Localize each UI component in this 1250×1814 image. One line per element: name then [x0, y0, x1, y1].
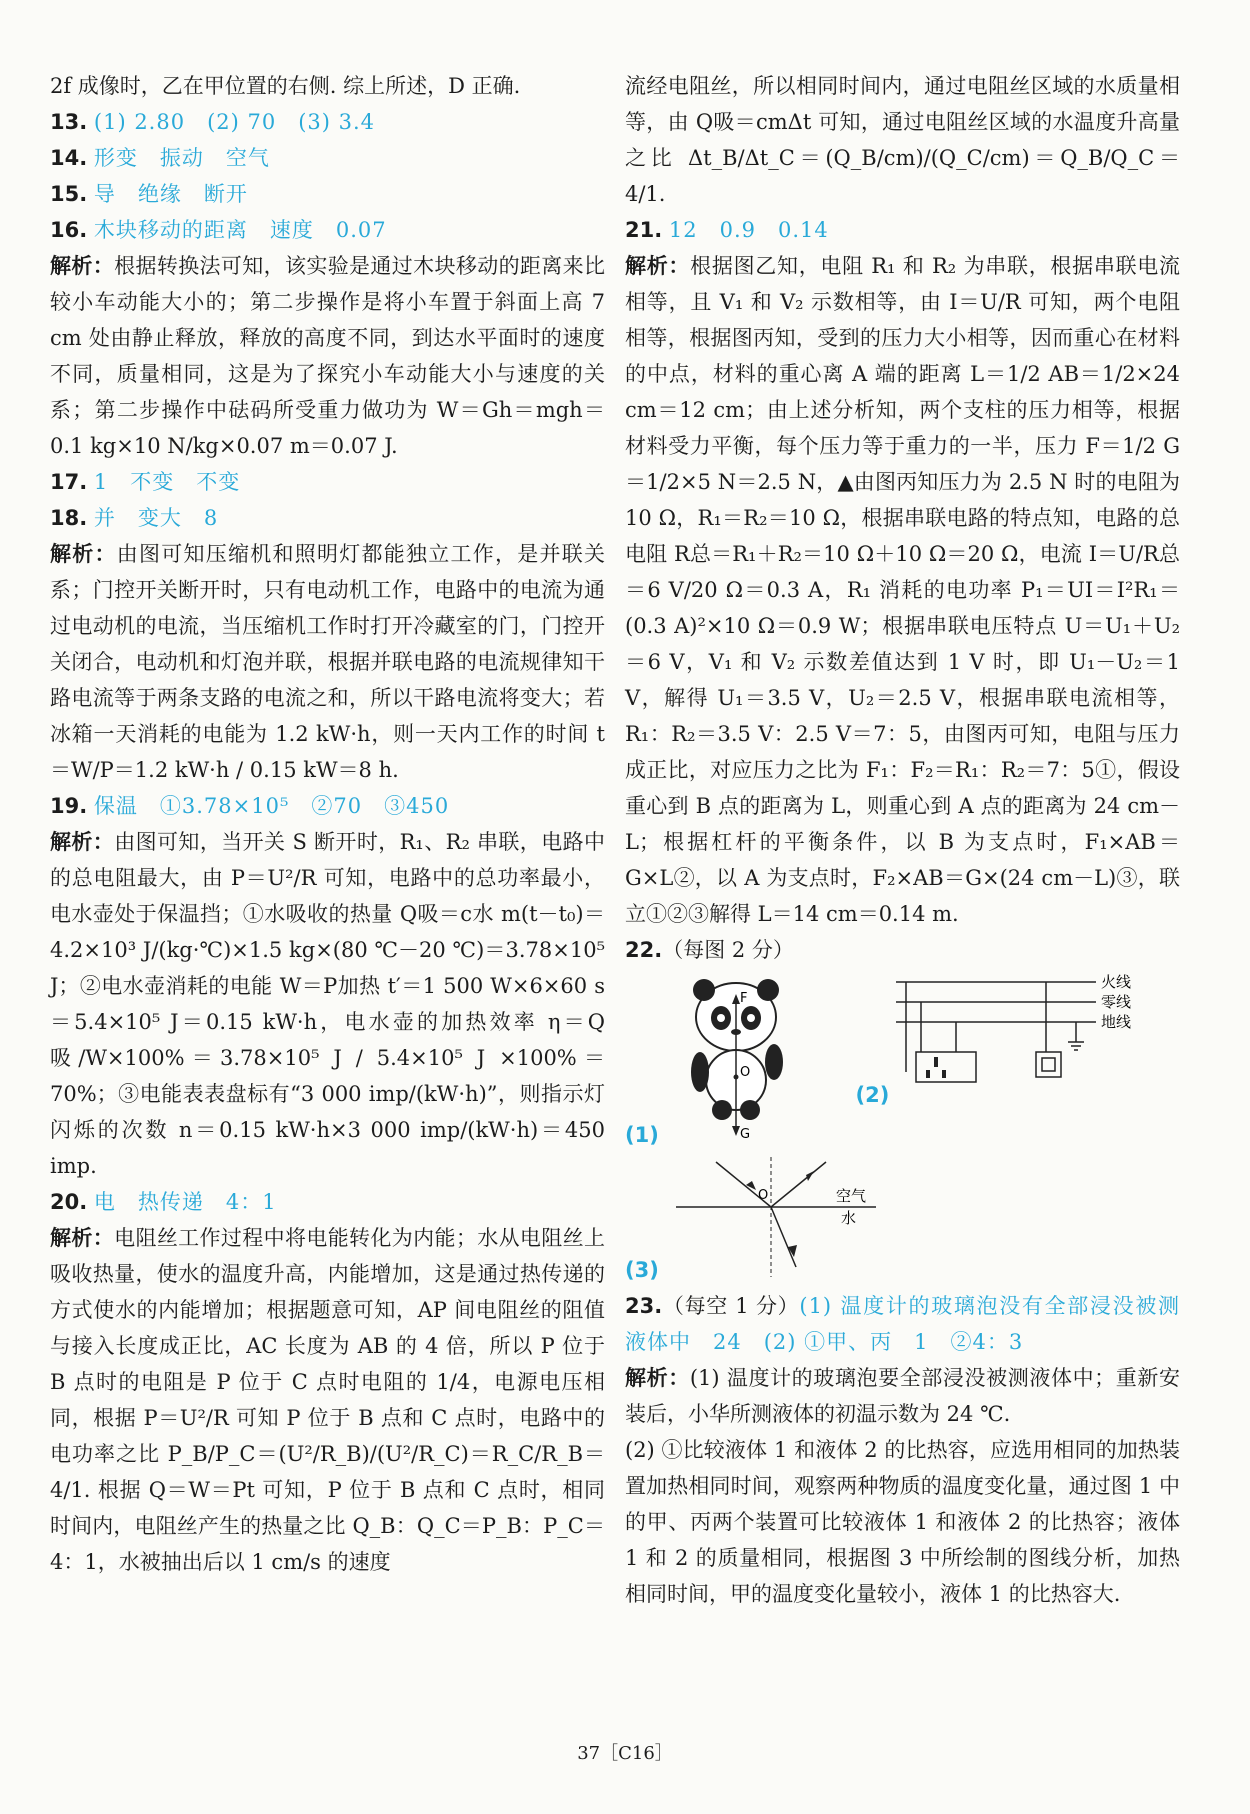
refraction-diagram: [666, 1157, 926, 1277]
question-number: 21.: [625, 218, 663, 242]
question-number: 13.: [50, 110, 88, 134]
neutral-wire-label: 零线: [1101, 993, 1132, 1011]
analysis-text: (1) 温度计的玻璃泡要全部浸没被测液体中；重新安装后，小华所测液体的初温示数为 24 ℃.: [625, 1366, 1181, 1426]
analysis-18: [50, 536, 605, 788]
question-note: （每图 2 分）: [662, 938, 794, 962]
question-16: [50, 212, 605, 248]
center-o-label: O: [739, 1065, 750, 1080]
question-number: 14.: [50, 146, 88, 170]
gravity-g-label: G: [739, 1127, 750, 1142]
answer-19: 保温 ①3.78×10⁵ ②70 ③450: [93, 794, 450, 818]
analysis-16: [50, 248, 605, 464]
figure-3: [625, 1157, 1180, 1288]
live-wire-label: 火线: [1101, 973, 1132, 991]
answer-14: 形变 振动 空气: [93, 146, 270, 170]
question-number: 16.: [50, 218, 88, 242]
question-number: 22.: [625, 938, 663, 962]
analysis-text: 电阻丝工作过程中将电能转化为内能；水从电阻丝上吸收热量，使水的温度升高，内能增加，这是通过热传递的方式使水的内能增加；根据题意可知，AP 间电阻丝的阻值与接入长度成正比，AC 长度为 AB 的 4 倍，所以 P 位于 B 点时的电阻是 P 位于 C 点时电阻的 1/4，电源电压相同，根据 P＝U²/R 可知 P 位于 B 点和 C 点时，电路中的电功率之比 P_B/P_C＝(U²/R_B)/(U²/R_C)＝R_C/R_B＝4/1. 根据 Q＝W＝Pt 可知，P 位于 B 点和 C 点时，相同时间内，电阻丝产生的热量之比 Q_B：Q_C＝P_B：P_C＝4：1，水被抽出后以 1 cm/s 的速度: [50, 1226, 606, 1574]
question-20: [50, 1184, 605, 1220]
question-14: [50, 140, 605, 176]
figure-row-1: [625, 972, 1180, 1153]
analysis-text: 根据转换法可知，该实验是通过木块移动的距离来比较小车动能大小的；第二步操作是将小车置于斜面上高 7 cm 处由静止释放，释放的高度不同，到达水平面时的速度不同，质量相同，这是为了探究小车动能大小与速度的关系；第二步操作中砝码所受重力做功为 W＝Gh＝mgh＝0.1 kg×10 N/kg×0.07 m＝0.07 J.: [50, 254, 606, 458]
analysis-label: 解析：: [50, 1226, 115, 1250]
analysis-23-part1: [625, 1360, 1180, 1432]
analysis-text: 由图可知，当开关 S 断开时，R₁、R₂ 串联，电路中的总电阻最大，由 P＝U²/R 可知，电路中的总功率最小，电水壶处于保温挡；①水吸收的热量 Q吸＝c水 m(t－t₀)＝4.2×10³ J/(kg·℃)×1.5 kg×(80 ℃－20 ℃)＝3.78×10⁵ J；②电水壶消耗的电能 W＝P加热 t′＝1 500 W×6×60 s＝5.4×10⁵ J＝0.15 kW·h，电水壶的加热效率 η＝Q吸/W×100%＝3.78×10⁵ J / 5.4×10⁵ J ×100%＝70%；③电能表表盘标有“3 000 imp/(kW·h)”，则指示灯闪烁的次数 n＝0.15 kW·h×3 000 imp/(kW·h)＝450 imp.: [50, 830, 605, 1178]
question-18: [50, 500, 605, 536]
question-13: [50, 104, 605, 140]
analysis-19: [50, 824, 605, 1184]
question-note: （每空 1 分）: [662, 1294, 800, 1318]
page-number: 37［C16］: [577, 1743, 673, 1764]
question-number: 23.: [625, 1294, 663, 1318]
incidence-point-label: O: [757, 1188, 768, 1203]
figure-label: (1): [625, 1123, 659, 1147]
analysis-label: 解析：: [50, 254, 115, 278]
answer-16: 木块移动的距离 速度 0.07: [93, 218, 387, 242]
question-23: [625, 1288, 1180, 1360]
answer-18: 并 变大 8: [93, 506, 219, 530]
figure-label: (2): [855, 1083, 890, 1107]
answer-20: 电 热传递 4：1: [93, 1190, 277, 1214]
paragraph-continued: 流经电阻丝，所以相同时间内，通过电阻丝区域的水质量相等，由 Q吸＝cmΔt 可知，通过电阻丝区域的水温度升高量之比 Δt_B/Δt_C＝(Q_B/cm)/(Q_C/cm)＝Q_B/Q_C＝4/1.: [625, 74, 1180, 206]
ground-wire-label: 地线: [1101, 1013, 1132, 1031]
figure-label: (3): [625, 1258, 659, 1282]
force-f-label: F: [739, 991, 747, 1006]
analysis-23-part2: (2) ①比较液体 1 和液体 2 的比热容，应选用相同的加热装置加热相同时间，观察两种物质的温度变化量，通过图 1 中的甲、丙两个装置可比较液体 1 和液体 2 的比热容；液体 1 和 2 的质量相同，根据图 3 中所绘制的图线分析，加热相同时间，甲的温度变化量较小，液体 1 的比热容大.: [625, 1438, 1180, 1606]
household-wiring-diagram: [896, 972, 1136, 1102]
analysis-label: 解析：: [50, 542, 117, 566]
analysis-text: 根据图乙知，电阻 R₁ 和 R₂ 为串联，根据串联电流相等，且 V₁ 和 V₂ 示数相等，由 I＝U/R 可知，两个电阻相等，根据图丙知，受到的压力大小相等，因而重心在材料的中点，材料的重心离 A 端的距离 L＝1/2 AB＝1/2×24 cm＝12 cm；由上述分析知，两个支柱的压力相等，根据材料受力平衡，每个压力等于重力的一半，压力 F＝1/2 G＝1/2×5 N＝2.5 N，▲由图丙知压力为 2.5 N 时的电阻为 10 Ω，R₁＝R₂＝10 Ω，根据串联电路的特点知，电路的总电阻 R总＝R₁＋R₂＝10 Ω＋10 Ω＝20 Ω，电流 I＝U/R总＝6 V/20 Ω＝0.3 A，R₁ 消耗的电功率 P₁＝UI＝I²R₁＝(0.3 A)²×10 Ω＝0.9 W；根据串联电压特点 U＝U₁＋U₂＝6 V，V₁ 和 V₂ 示数差值达到 1 V 时，即 U₁－U₂＝1 V，解得 U₁＝3.5 V，U₂＝2.5 V，根据串联电流相等，R₁：R₂＝3.5 V：2.5 V＝7：5，由图丙可知，电阻与压力成正比，对应压力之比为 F₁：F₂＝R₁：R₂＝7：5①，假设重心到 B 点的距离为 L，则重心到 A 点的距离为 24 cm－L；根据杠杆的平衡条件，以 B 为支点时，F₁×AB＝G×L②，以 A 为支点时，F₂×AB＝G×(24 cm－L)③，联立①②③解得 L＝14 cm＝0.14 m.: [625, 254, 1180, 926]
panda-force-diagram: [666, 972, 816, 1142]
question-19: [50, 788, 605, 824]
water-label: 水: [840, 1209, 856, 1227]
paragraph-intro: 2f 成像时，乙在甲位置的右侧. 综上所述，D 正确.: [50, 74, 521, 98]
answer-17: 1 不变 不变: [93, 470, 241, 494]
figure-2: [856, 972, 1137, 1113]
analysis-20: [50, 1220, 605, 1580]
question-22: [625, 932, 1180, 968]
question-number: 19.: [50, 794, 88, 818]
analysis-21: [625, 248, 1180, 932]
answer-13: (1) 2.80 (2) 70 (3) 3.4: [93, 110, 376, 134]
question-number: 18.: [50, 506, 88, 530]
figure-1: [625, 972, 816, 1153]
analysis-label: 解析：: [625, 254, 691, 278]
answer-15: 导 绝缘 断开: [93, 182, 248, 206]
question-number: 15.: [50, 182, 88, 206]
question-number: 17.: [50, 470, 88, 494]
left-column: [50, 68, 605, 1580]
question-number: 20.: [50, 1190, 88, 1214]
analysis-label: 解析：: [625, 1366, 690, 1390]
right-column: [625, 68, 1180, 1612]
question-21: [625, 212, 1180, 248]
question-17: [50, 464, 605, 500]
answer-23: (1) 温度计的玻璃泡没有全部浸没被测液体中 24 (2) ①甲、丙 1 ②4：3: [625, 1294, 1181, 1354]
air-label: 空气: [835, 1187, 866, 1205]
question-15: [50, 176, 605, 212]
answer-21: 12 0.9 0.14: [668, 218, 829, 242]
analysis-label: 解析：: [50, 830, 115, 854]
analysis-text: 由图可知压缩机和照明灯都能独立工作，是并联关系；门控开关断开时，只有电动机工作，电路中的电流为通过电动机的电流，当压缩机工作时打开冷藏室的门，门控开关闭合，电动机和灯泡并联，根据并联电路的电流规律知干路电流等于两条支路的电流之和，所以干路电流将变大；若冰箱一天消耗的电能为 1.2 kW·h，则一天内工作的时间 t＝W/P＝1.2 kW·h / 0.15 kW＝8 h.: [50, 542, 605, 782]
